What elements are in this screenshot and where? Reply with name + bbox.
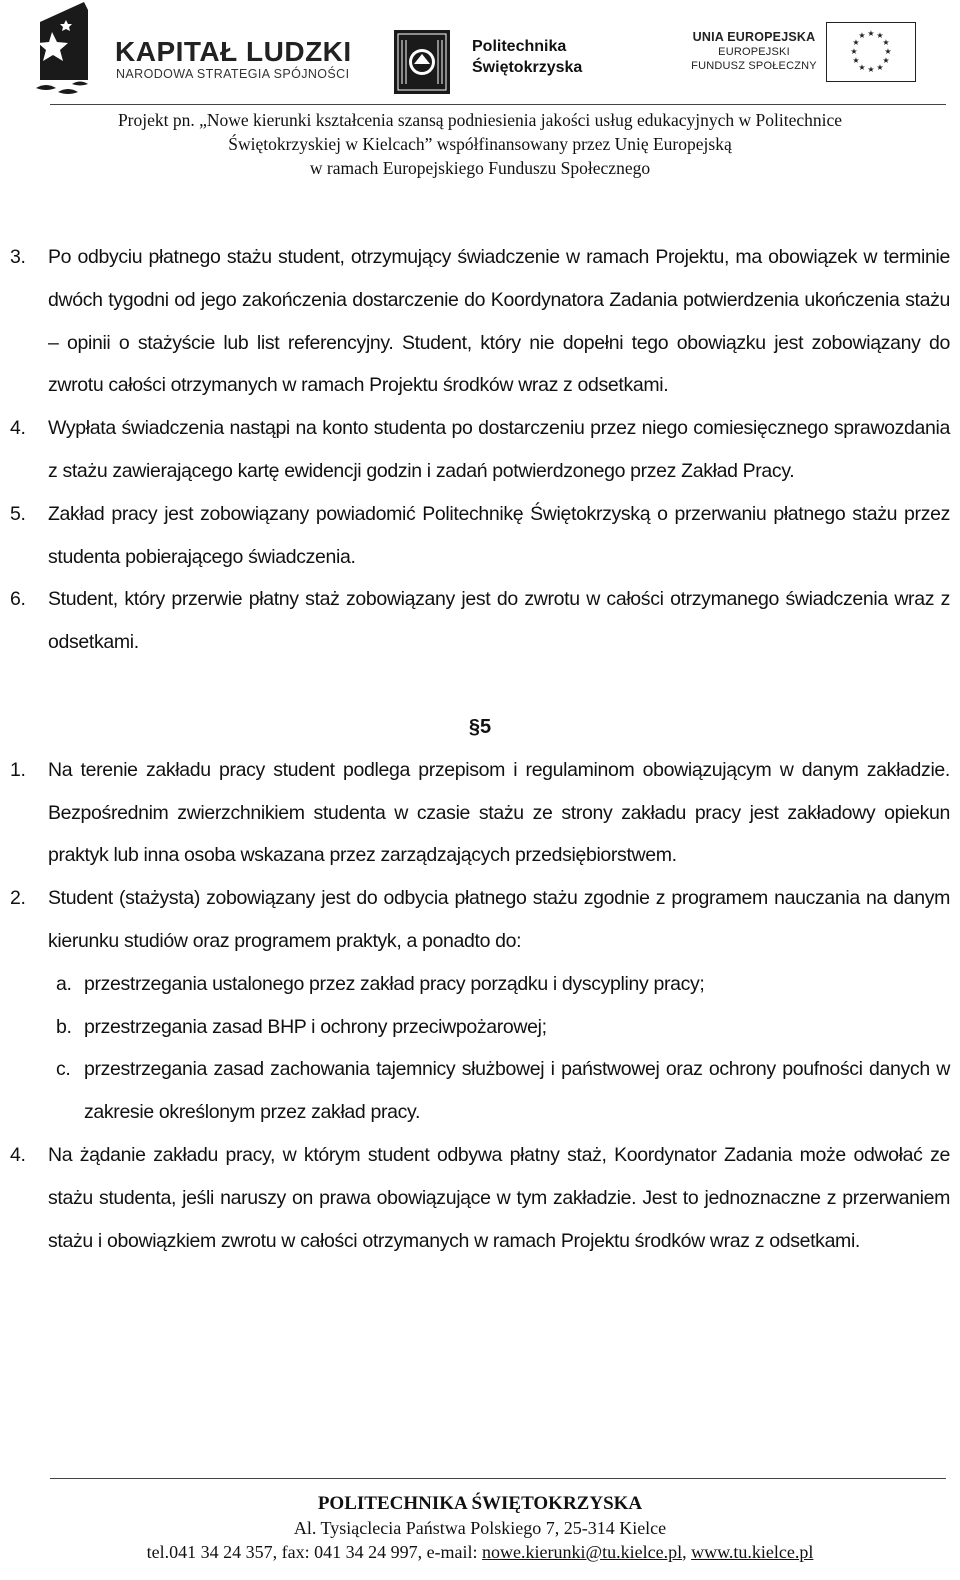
sub-list-item <box>0 1048 960 1134</box>
item-text: Student (stażysta) zobowiązany jest do odbycia płatnego stażu zgodnie z programem nauczania na danym kierunku studiów oraz programem praktyk, a ponadto do: <box>48 887 950 952</box>
footer-institution-name: POLITECHNIKA ŚWIĘTOKRZYSKA <box>317 1493 643 1514</box>
svg-text:★: ★ <box>882 38 890 47</box>
svg-text:★: ★ <box>858 31 866 40</box>
sub-item-letter: c. <box>56 1058 71 1081</box>
project-line3: w ramach Europejskiego Funduszu Społecznego <box>309 158 651 178</box>
item-text: Zakład pracy jest zobowiązany powiadomić Politechnikę Świętokrzyską o przerwaniu płatnego stażu przez studenta pobierającego świadczenia. <box>48 502 950 568</box>
svg-text:★: ★ <box>884 47 892 56</box>
item-number: 5. <box>10 502 26 525</box>
svg-text:★: ★ <box>876 63 884 72</box>
header-logos <box>0 0 960 106</box>
footer-separator: , <box>682 1542 692 1562</box>
eu-line3: FUNDUSZ SPOŁECZNY <box>691 60 817 72</box>
footer-address: Al. Tysiąclecia Państwa Polskiego 7, 25-314 Kielce <box>293 1518 667 1538</box>
list-item <box>0 407 960 493</box>
svg-text:★: ★ <box>852 56 860 65</box>
eu-flag-stars-icon <box>826 22 916 82</box>
item-number: 4. <box>10 417 26 440</box>
sub-item-text: przestrzegania ustalonego przez zakład pracy porządku i dyscypliny pracy; <box>84 972 705 995</box>
svg-text:★: ★ <box>852 38 860 47</box>
item-text: Po odbyciu płatnego stażu student, otrzymujący świadczenie w ramach Projektu, ma obowiązek w terminie dwóch tygodni od jego zakończenia dostarczenie do Koordynatora Zadania potwierdzenia ukończenia stażu – opinii o stażyście lub list referencyjny. Student, który nie dopełni tego obowiązku jest zobowiązany do zwrotu całości otrzymanych w ramach Projektu środków wraz z odsetkami. <box>48 246 950 397</box>
politechnika-name <box>472 36 582 78</box>
svg-text:★: ★ <box>850 47 858 56</box>
item-number: 6. <box>10 588 26 611</box>
item-number: 2. <box>10 887 26 910</box>
sub-item-letter: b. <box>56 1015 72 1038</box>
item-number: 3. <box>10 246 26 268</box>
list-item <box>0 749 960 877</box>
item-text: Na żądanie zakładu pracy, w którym student odbywa płatny staż, Koordynator Zadania może odwołać ze stażu studenta, jeśli naruszy on prawa obowiązujące w tym zakładzie. Jest to jednoznaczne z przerwaniem stażu i obowiązkiem zwrotu w całości otrzymanych w ramach Projektu środków wraz z odsetkami. <box>48 1143 950 1252</box>
item-text: Student, który przerwie płatny staż zobowiązany jest do zwrotu w całości otrzymanego świadczenia wraz z odsetkami. <box>48 588 950 654</box>
sub-list-item <box>0 963 960 1006</box>
sub-item-letter: a. <box>56 972 72 995</box>
item-number: 4. <box>10 1143 26 1166</box>
politechnika-name-line1: Politechnika <box>472 38 567 55</box>
list-item <box>0 877 960 963</box>
footer <box>0 1492 960 1564</box>
document-body <box>0 236 960 1262</box>
list-item <box>0 236 960 407</box>
kapital-ludzki-title: KAPITAŁ LUDZKI <box>115 36 352 67</box>
item-text: Wypłata świadczenia nastąpi na konto studenta po dostarczeniu przez niego comiesięcznego sprawozdania z stażu zawierającego kartę ewidencji godzin i zadań potwierdzonego przez Zakład Pracy. <box>48 417 950 482</box>
svg-text:★: ★ <box>858 63 866 72</box>
footer-phone-fax: tel.041 34 24 357, fax: 041 34 24 997, e-mail: <box>146 1542 483 1562</box>
section-title: §5 <box>468 715 492 738</box>
eu-line2: EUROPEJSKI <box>718 46 790 58</box>
list-item <box>0 1134 960 1262</box>
footer-divider <box>50 1478 946 1479</box>
politechnika-emblem-icon <box>394 30 450 94</box>
header-divider <box>50 104 946 105</box>
footer-website-link[interactable]: www.tu.kielce.pl <box>691 1542 814 1562</box>
sub-list-item <box>0 1006 960 1049</box>
sub-item-text: przestrzegania zasad BHP i ochrony przeciwpożarowej; <box>84 1015 547 1038</box>
list-item <box>0 578 960 664</box>
svg-text:★: ★ <box>867 29 875 38</box>
project-description <box>40 108 920 180</box>
svg-text:★: ★ <box>876 31 884 40</box>
list-item <box>0 493 960 579</box>
svg-text:★: ★ <box>867 65 875 74</box>
svg-text:★: ★ <box>882 56 890 65</box>
footer-email-link[interactable]: nowe.kierunki@tu.kielce.pl <box>482 1542 683 1562</box>
eu-text <box>690 30 818 73</box>
project-line1: Projekt pn. „Nowe kierunki kształcenia szansą podniesienia jakości usług edukacyjnych w Politechnice <box>117 110 843 130</box>
sub-item-text: przestrzegania zasad zachowania tajemnicy służbowej i państwowej oraz ochrony poufności danych w zakresie określonym przez zakład pracy. <box>84 1058 950 1124</box>
footer-contact <box>0 1540 960 1564</box>
kapital-ludzki-star-logo-icon <box>34 2 92 104</box>
kapital-ludzki-subtitle: NARODOWA STRATEGIA SPÓJNOŚCI <box>116 67 350 81</box>
item-text: Na terenie zakładu pracy student podlega przepisom i regulaminom obowiązującym w danym zakładzie. Bezpośrednim zwierzchnikiem studenta w czasie stażu ze strony zakładu pracy jest zakładowy opiekun praktyk lub inna osoba wskazana przez zarządzających przedsiębiorstwem. <box>48 758 950 867</box>
eu-line1: UNIA EUROPEJSKA <box>692 30 816 44</box>
project-line2: Świętokrzyskiej w Kielcach” współfinansowany przez Unię Europejską <box>228 134 732 154</box>
item-number: 1. <box>10 758 26 781</box>
politechnika-name-line2: Świętokrzyska <box>472 59 583 76</box>
